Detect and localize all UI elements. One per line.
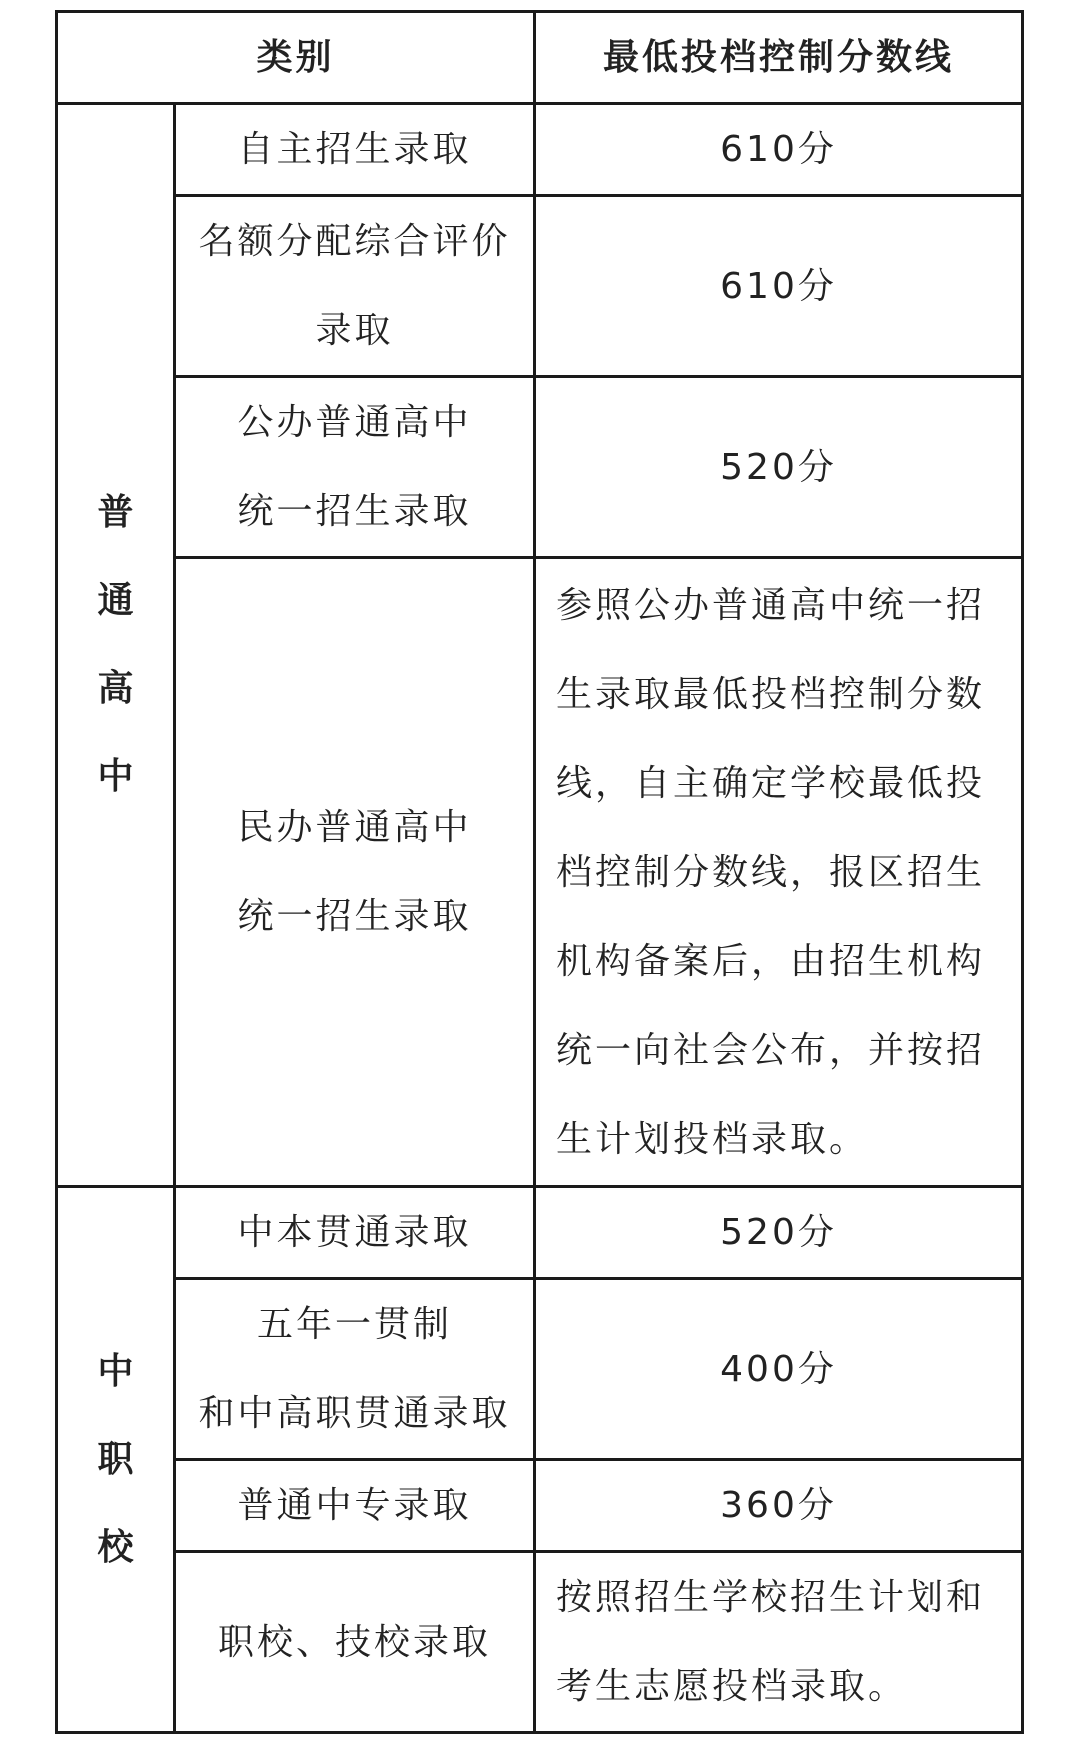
score-cell: 610分 bbox=[535, 104, 1023, 196]
table-row bbox=[57, 377, 1023, 558]
table-row bbox=[57, 196, 1023, 377]
table-row bbox=[57, 104, 1023, 196]
score-cell: 610分 bbox=[535, 196, 1023, 377]
category-cell: 职校、技校录取 bbox=[175, 1552, 535, 1733]
category-cell: 民办普通高中 统一招生录取 bbox=[175, 558, 535, 1187]
score-cell: 400分 bbox=[535, 1279, 1023, 1460]
score-note-cell bbox=[535, 558, 1023, 1187]
table-row bbox=[57, 1552, 1023, 1733]
category-cell: 五年一贯制 和中高职贯通录取 bbox=[175, 1279, 535, 1460]
score-cell: 520分 bbox=[535, 377, 1023, 558]
category-cell: 中本贯通录取 bbox=[175, 1187, 535, 1279]
score-note-cell bbox=[535, 1552, 1023, 1733]
group-label-cell bbox=[57, 104, 175, 1187]
header-category: 类别 bbox=[57, 12, 535, 104]
group-label-general-high-school: 普 通 高 中 bbox=[97, 492, 134, 797]
table-row bbox=[57, 558, 1023, 1187]
table-header-row bbox=[57, 12, 1023, 104]
category-cell: 名额分配综合评价 录取 bbox=[175, 196, 535, 377]
score-note: 按照招生学校招生计划和 考生志愿投档录取。 bbox=[556, 1577, 986, 1707]
group-label-cell bbox=[57, 1187, 175, 1733]
table-row bbox=[57, 1279, 1023, 1460]
group-label-vocational-school: 中 职 校 bbox=[97, 1350, 134, 1568]
score-note: 参照公办普通高中统一招 生录取最低投档控制分数 线，自主确定学校最低投 档控制分数线，报区招生 机构备案后，由招生机构 统一向社会公布，并按招 生计划投档录取。 bbox=[556, 584, 986, 1160]
table-row bbox=[57, 1460, 1023, 1552]
admission-score-table bbox=[55, 10, 1024, 1734]
score-cell: 520分 bbox=[535, 1187, 1023, 1279]
score-cell: 360分 bbox=[535, 1460, 1023, 1552]
category-cell: 普通中专录取 bbox=[175, 1460, 535, 1552]
category-cell: 公办普通高中 统一招生录取 bbox=[175, 377, 535, 558]
header-min-score: 最低投档控制分数线 bbox=[535, 12, 1023, 104]
table-row bbox=[57, 1187, 1023, 1279]
category-cell: 自主招生录取 bbox=[175, 104, 535, 196]
